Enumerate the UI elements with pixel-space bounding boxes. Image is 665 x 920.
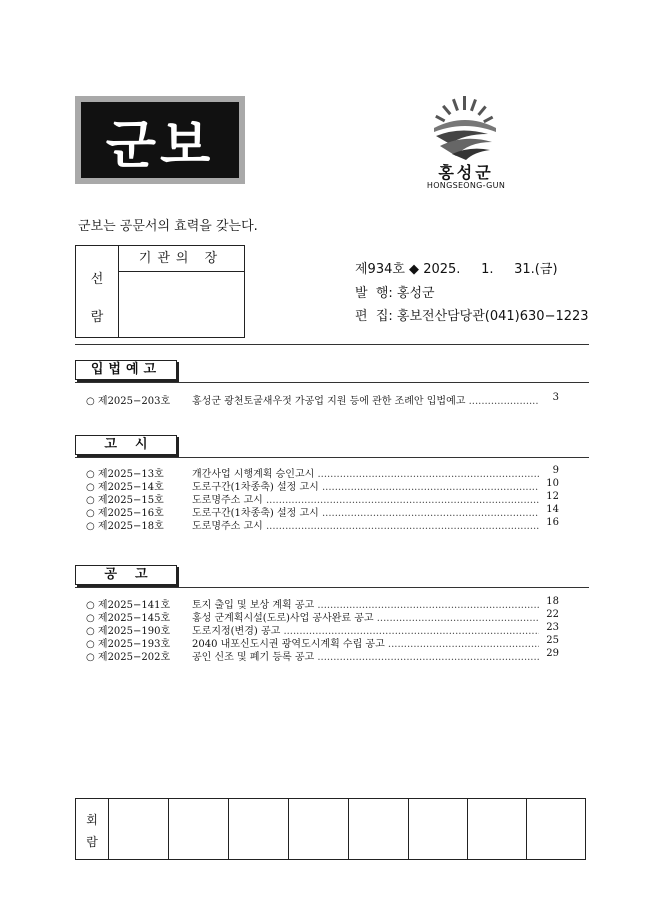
approval-label-column	[76, 799, 108, 859]
toc-row[interactable]	[86, 504, 559, 517]
toc-number: ○ 제2025−190호	[86, 626, 171, 637]
toc-row[interactable]	[86, 392, 559, 405]
toc-row[interactable]	[86, 596, 559, 609]
toc-page: 22	[546, 609, 559, 620]
toc-title: 도로지정(변경) 공고 .....	[192, 622, 539, 637]
toc-row[interactable]	[86, 491, 559, 504]
toc-page: 9	[552, 465, 559, 476]
toc-title: 도로구간(1차종축) 설정 고시 .....	[192, 504, 539, 519]
circulation-label-bottom: 람	[90, 310, 104, 325]
logo-english-name: HONGSEONG-GUN	[426, 181, 506, 190]
approval-cell[interactable]	[467, 799, 527, 859]
section-header-notice: 고 시	[75, 435, 177, 455]
toc-number: ○ 제2025−145호	[86, 613, 171, 624]
publisher-info: 발 행: 홍성군	[355, 286, 435, 301]
approval-cell[interactable]	[108, 799, 169, 859]
toc-title: 공인 신조 및 폐기 등록 공고 .....	[192, 648, 539, 663]
toc-number: ○ 제2025−13호	[86, 469, 164, 480]
toc-row[interactable]	[86, 609, 559, 622]
toc-title: 홍성군 광천토굴새우젓 가공업 지원 등에 관한 조례안 입법예고 .....	[192, 392, 539, 407]
logo-name: 홍성군	[438, 163, 494, 182]
toc-title: 2040 내포신도시권 광역도시계획 수립 공고 .....	[192, 635, 539, 650]
toc-title: 토지 출입 및 보상 계획 공고 .....	[192, 596, 539, 611]
circulation-label-column	[76, 246, 119, 337]
approval-table	[75, 798, 586, 860]
toc-row[interactable]	[86, 465, 559, 478]
section-header-legislation: 입법예고	[75, 360, 177, 380]
toc-page: 10	[546, 478, 559, 489]
toc-page: 25	[546, 635, 559, 646]
toc-page: 3	[552, 392, 559, 403]
toc-number: ○ 제2025−203호	[86, 396, 171, 407]
header-divider	[75, 344, 589, 345]
approval-cell[interactable]	[408, 799, 468, 859]
approval-label-top: 회	[86, 813, 98, 827]
toc-row[interactable]	[86, 622, 559, 635]
circulation-head: 기관의 장	[118, 246, 244, 272]
approval-cell[interactable]	[348, 799, 409, 859]
toc-number: ○ 제2025−141호	[86, 600, 171, 611]
toc-row[interactable]	[86, 517, 559, 530]
approval-label-bottom: 람	[86, 835, 98, 849]
bulletin-title: 군보	[81, 102, 239, 178]
circulation-box	[75, 245, 245, 338]
toc-number: ○ 제2025−202호	[86, 652, 171, 663]
toc-row[interactable]	[86, 648, 559, 661]
toc-page: 29	[546, 648, 559, 659]
toc-number: ○ 제2025−15호	[86, 495, 164, 506]
approval-cell[interactable]	[168, 799, 229, 859]
toc-number: ○ 제2025−14호	[86, 482, 164, 493]
toc-title: 개간사업 시행계획 승인고시 .....	[192, 465, 539, 480]
toc-page: 14	[546, 504, 559, 515]
hongseong-logo-icon	[430, 94, 500, 160]
toc-page: 18	[546, 596, 559, 607]
section-divider	[75, 457, 589, 458]
section-header-announcement: 공 고	[75, 565, 177, 585]
toc-page: 12	[546, 491, 559, 502]
toc-page: 23	[546, 622, 559, 633]
section-divider	[75, 382, 589, 383]
issue-info: 제934호 ◆ 2025. 1. 31.(금)	[355, 262, 558, 277]
editor-info: 편 집: 홍보전산담당관(041)630−1223	[355, 309, 589, 324]
toc-number: ○ 제2025−18호	[86, 521, 164, 532]
circulation-label-top: 선	[90, 272, 104, 287]
toc-row[interactable]	[86, 635, 559, 648]
toc-number: ○ 제2025−16호	[86, 508, 164, 519]
subtitle: 군보는 공문서의 효력을 갖는다.	[78, 219, 258, 234]
approval-cell[interactable]	[228, 799, 289, 859]
toc-row[interactable]	[86, 478, 559, 491]
approval-cell[interactable]	[288, 799, 349, 859]
toc-page: 16	[546, 517, 559, 528]
section-divider	[75, 587, 589, 588]
approval-cell[interactable]	[526, 799, 586, 859]
toc-title: 도로구간(1차종축) 설정 고시 .....	[192, 478, 539, 493]
toc-title: 도로명주소 고시 .....	[192, 517, 539, 532]
toc-title: 홍성 군계획시설(도로)사업 공사완료 공고 .....	[192, 609, 539, 624]
toc-number: ○ 제2025−193호	[86, 639, 171, 650]
toc-title: 도로명주소 고시 .....	[192, 491, 539, 506]
